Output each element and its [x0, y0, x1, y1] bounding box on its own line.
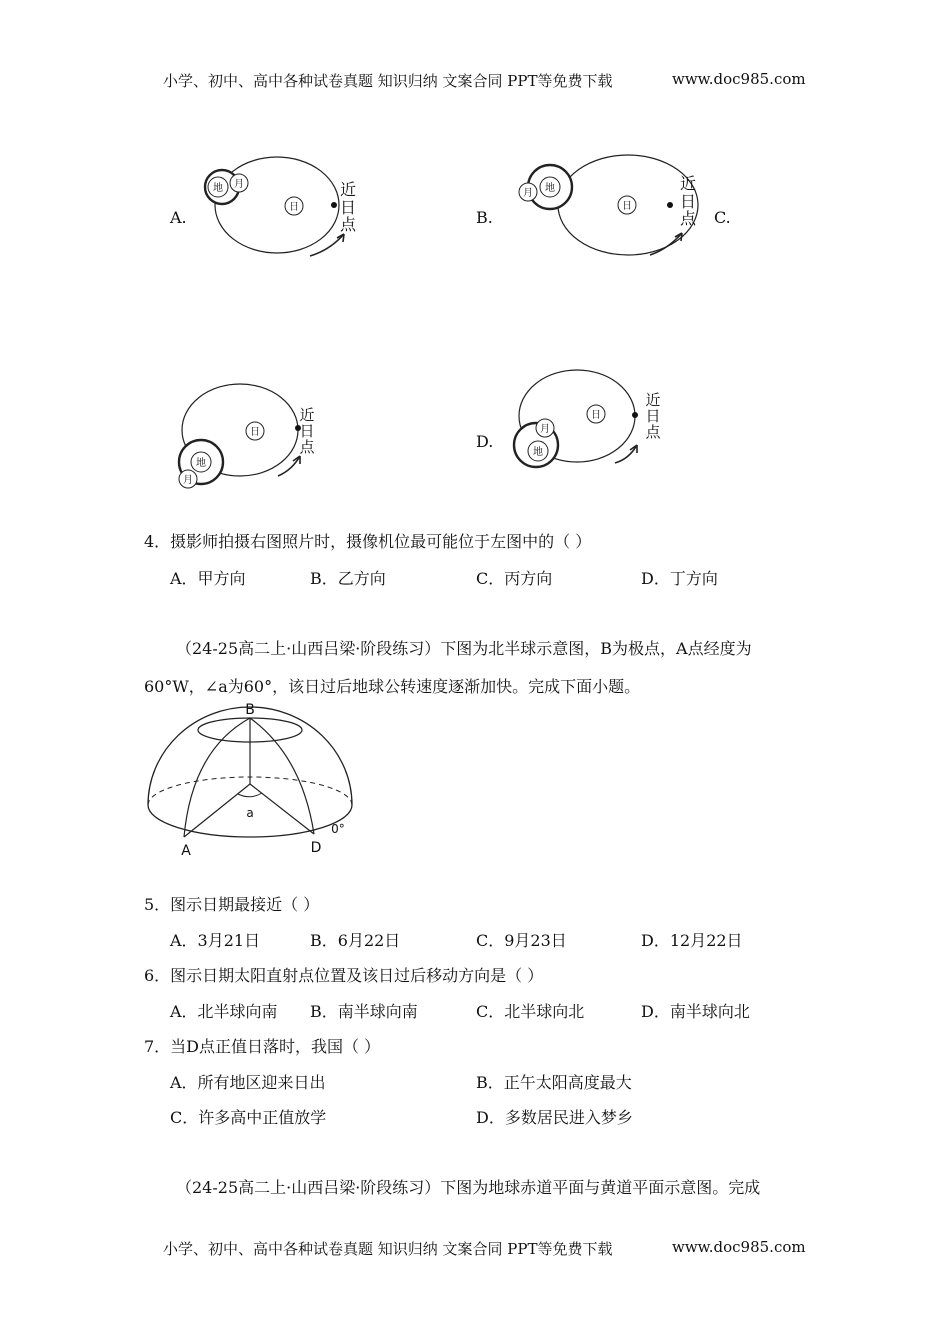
svg-text:A: A: [181, 843, 191, 859]
svg-text:地: 地: [533, 447, 543, 458]
q5-option-d: D．12月22日: [641, 931, 743, 950]
svg-text:日: 日: [645, 407, 661, 425]
svg-text:日: 日: [299, 422, 315, 440]
q6-option-c: C．北半球向北: [476, 1002, 585, 1021]
orbit-diagram-c: [170, 370, 330, 495]
svg-text:0°: 0°: [331, 822, 345, 836]
orbit-diagram-d: [505, 363, 675, 473]
orbit-diagram-a: [190, 150, 370, 265]
svg-text:近: 近: [645, 391, 661, 409]
q4-option-b: B．乙方向: [310, 569, 386, 588]
svg-text:月: 月: [540, 424, 550, 435]
svg-text:月: 月: [523, 188, 533, 199]
svg-text:点: 点: [339, 215, 357, 234]
group3-intro-line1: （24-25高二上·山西吕梁·阶段练习）下图为地球赤道平面与黄道平面示意图。完成: [176, 1178, 761, 1197]
q4-option-a: A．甲方向: [170, 569, 246, 588]
svg-text:日: 日: [622, 201, 632, 212]
q6-option-b: B．南半球向南: [310, 1002, 418, 1021]
svg-text:点: 点: [299, 438, 315, 456]
svg-text:日: 日: [250, 427, 260, 438]
q6-option-d: D．南半球向北: [641, 1002, 750, 1021]
orbit-diagram-b: [510, 145, 710, 265]
svg-text:B: B: [245, 702, 255, 718]
diagram-option-b-label: B.: [476, 208, 493, 227]
group2-intro-line2: 60°W，∠a为60°，该日过后地球公转速度逐渐加快。完成下面小题。: [144, 677, 641, 696]
svg-text:点: 点: [645, 423, 661, 441]
svg-text:近: 近: [339, 180, 357, 199]
northern-hemisphere-figure: [140, 700, 360, 860]
group2-intro-line1: （24-25高二上·山西吕梁·阶段练习）下图为北半球示意图，B为极点，A点经度为: [176, 639, 752, 658]
diagram-option-a-label: A.: [170, 208, 187, 227]
header-text: 小学、初中、高中各种试卷真题 知识归纳 文案合同 PPT等免费下载: [163, 72, 613, 90]
q5-option-c: C．9月23日: [476, 931, 567, 950]
q6-option-a: A．北半球向南: [170, 1002, 278, 1021]
q4-stem: 4．摄影师拍摄右图照片时，摄像机位最可能位于左图中的（ ）: [144, 532, 592, 551]
svg-text:点: 点: [679, 209, 697, 228]
q7-option-c: C．许多高中正值放学: [170, 1108, 327, 1127]
svg-text:日: 日: [591, 410, 601, 421]
svg-text:地: 地: [196, 458, 206, 469]
footer-url: www.doc985.com: [672, 1238, 806, 1256]
svg-text:日: 日: [679, 192, 697, 211]
q7-option-a: A．所有地区迎来日出: [170, 1073, 326, 1092]
svg-text:日: 日: [289, 202, 299, 213]
footer-text: 小学、初中、高中各种试卷真题 知识归纳 文案合同 PPT等免费下载: [163, 1240, 613, 1258]
svg-text:地: 地: [545, 183, 555, 194]
q7-option-d: D．多数居民进入梦乡: [476, 1108, 633, 1127]
svg-text:日: 日: [339, 198, 357, 217]
header-url: www.doc985.com: [672, 70, 806, 88]
q5-stem: 5．图示日期最接近（ ）: [144, 895, 320, 914]
diagram-option-d-label: D.: [476, 432, 494, 451]
q4-option-c: C．丙方向: [476, 569, 553, 588]
q5-option-b: B．6月22日: [310, 931, 401, 950]
svg-text:月: 月: [234, 179, 244, 190]
diagram-option-c-label: C.: [714, 208, 731, 227]
svg-text:月: 月: [183, 475, 193, 486]
q7-option-b: B．正午太阳高度最大: [476, 1073, 632, 1092]
svg-text:a: a: [246, 806, 254, 820]
svg-text:D: D: [310, 840, 322, 856]
svg-text:近: 近: [299, 406, 315, 424]
q6-stem: 6．图示日期太阳直射点位置及该日过后移动方向是（ ）: [144, 966, 544, 985]
q4-option-d: D．丁方向: [641, 569, 718, 588]
q7-stem: 7．当D点正值日落时，我国（ ）: [144, 1037, 381, 1056]
q5-option-a: A．3月21日: [170, 931, 261, 950]
svg-text:近: 近: [679, 174, 697, 193]
svg-text:地: 地: [213, 183, 223, 194]
